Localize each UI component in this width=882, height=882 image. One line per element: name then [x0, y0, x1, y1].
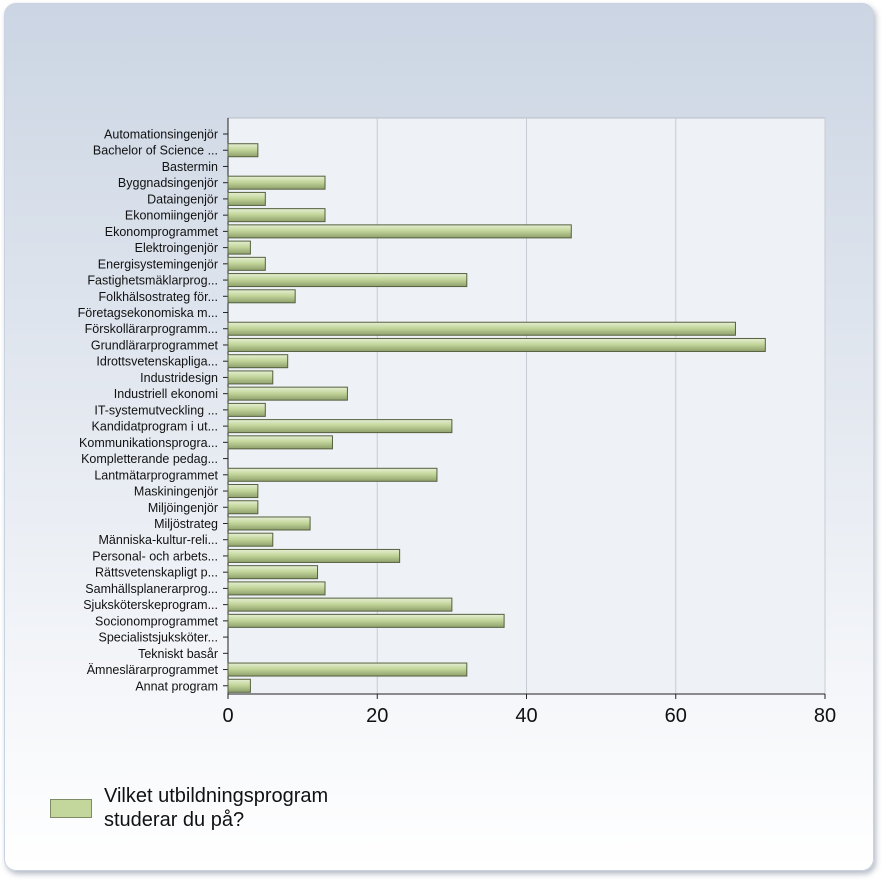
bar — [228, 549, 400, 562]
y-tick-label: Ekonomiingenjör — [124, 208, 218, 223]
y-tick-label: Dataingenjör — [147, 192, 218, 207]
bar — [228, 517, 310, 530]
y-tick-label: Samhällsplanerarprog... — [85, 581, 218, 596]
bar — [228, 614, 504, 627]
bar — [228, 533, 273, 546]
y-tick-label: Kommunikationsprogra... — [79, 435, 218, 450]
bar — [228, 371, 273, 384]
bar — [228, 176, 325, 189]
y-tick-label: Ämneslärarprogrammet — [86, 663, 218, 678]
y-tick-label: Rättsvetenskapligt p... — [95, 565, 218, 580]
y-tick-label: Miljöstrateg — [154, 516, 218, 531]
y-tick-label: Idrottsvetenskapliga... — [96, 354, 218, 369]
bar — [228, 241, 250, 254]
y-tick-label: Bachelor of Science ... — [92, 143, 218, 158]
y-tick-label: Kandidatprogram i ut... — [91, 419, 218, 434]
y-tick-label: Automationsingenjör — [104, 127, 218, 142]
y-tick-label: Maskiningenjör — [133, 484, 218, 499]
bar — [228, 192, 265, 205]
y-tick-label: Industridesign — [140, 370, 218, 385]
bar — [228, 355, 288, 368]
bar — [228, 322, 735, 335]
y-tick-label: Industriell ekonomi — [113, 387, 218, 402]
x-tick-label: 80 — [813, 705, 837, 727]
bar — [228, 420, 452, 433]
bar — [228, 387, 347, 400]
bar — [228, 144, 258, 157]
legend-swatch — [50, 799, 92, 818]
y-tick-label: Bastermin — [161, 159, 218, 174]
y-tick-label: IT-systemutveckling ... — [94, 403, 218, 418]
y-tick-label: Miljöingenjör — [147, 500, 218, 515]
bar — [228, 403, 265, 416]
bar — [228, 274, 467, 287]
bar — [228, 485, 258, 498]
y-tick-label: Socionomprogrammet — [95, 614, 218, 629]
bar — [228, 225, 571, 238]
bar — [228, 566, 318, 579]
bar — [228, 468, 437, 481]
y-tick-label: Företagsekonomiska m... — [77, 306, 218, 321]
x-tick-label: 40 — [515, 705, 538, 727]
bar — [228, 338, 765, 351]
y-tick-label: Grundlärarprogrammet — [90, 338, 218, 353]
y-tick-label: Specialistsjuksköter... — [98, 630, 218, 645]
x-tick-label: 20 — [366, 705, 389, 727]
bar — [228, 582, 325, 595]
y-tick-label: Fastighetsmäklarprog... — [87, 273, 218, 288]
y-tick-label: Ekonomprogrammet — [104, 224, 218, 239]
legend — [50, 784, 374, 832]
y-tick-label: Tekniskt basår — [138, 646, 218, 661]
y-tick-label: Lantmätarprogrammet — [94, 468, 218, 483]
bar — [228, 598, 452, 611]
y-tick-label: Kompletterande pedag... — [81, 452, 218, 467]
y-tick-label: Folkhälsostrateg för... — [98, 289, 218, 304]
y-tick-label: Människa-kultur-reli... — [98, 533, 218, 548]
y-tick-label: Energisystemingenjör — [97, 257, 218, 272]
bar — [228, 290, 295, 303]
y-tick-label: Elektroingenjör — [134, 241, 218, 256]
x-tick-label: 0 — [222, 705, 234, 727]
y-tick-label: Personal- och arbets... — [92, 549, 218, 564]
bar — [228, 501, 258, 514]
bar — [228, 209, 325, 222]
x-tick-label: 60 — [664, 705, 687, 727]
y-tick-label: Byggnadsingenjör — [117, 176, 218, 191]
y-tick-label: Förskollärarprogramm... — [84, 322, 218, 337]
bar — [228, 663, 467, 676]
legend-label: Vilket utbildningsprogram studerar du på? — [104, 785, 329, 831]
y-tick-label: Annat program — [135, 679, 218, 694]
bar — [228, 436, 332, 449]
y-tick-label: Sjuksköterskeprogram... — [83, 598, 218, 613]
bar — [228, 679, 250, 692]
bar — [228, 257, 265, 270]
